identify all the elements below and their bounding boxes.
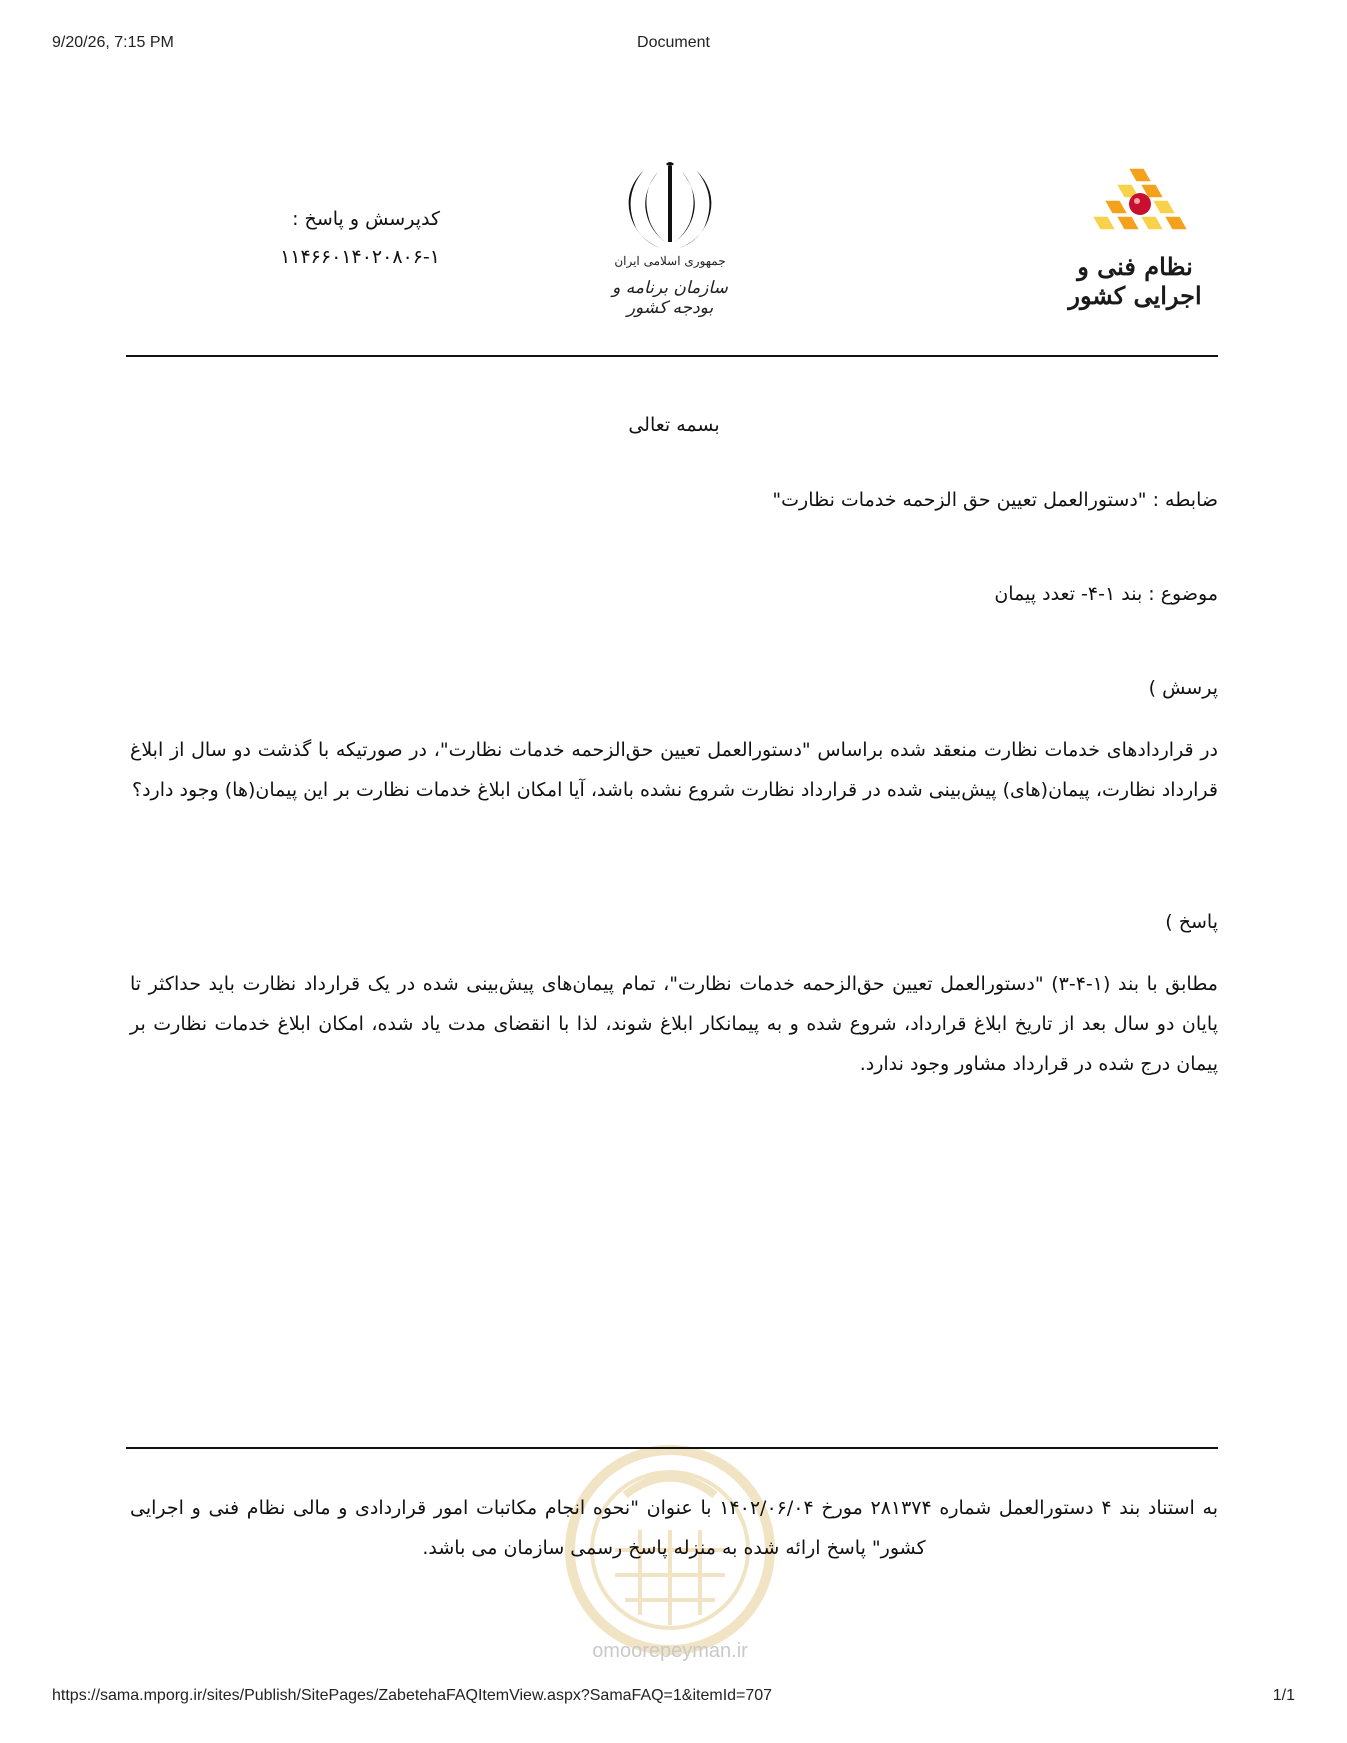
header-divider [126,355,1218,357]
subject-line: موضوع : بند ۱-۴- تعدد پیمان [994,583,1218,605]
emblem-caption-republic: جمهوری اسلامی ایران [614,254,726,268]
qa-code-value: ۱۱۴۶۶۰۱۴۰۲۰۸۰۶-۱ [280,246,440,268]
footer-divider [126,1447,1218,1449]
print-page-number: 1/1 [1272,1687,1295,1704]
print-header [52,34,1295,56]
question-heading: پرسش ) [1148,677,1218,699]
answer-text: مطابق با بند (۱-۴-۳) "دستورالعمل تعیین حق‌الزحمه خدمات نظارت"، تمام پیمان‌های پیش‌بینی شده در یک قرارداد نظارت باید حداکثر تا پایان دو سال بعد از تاریخ ابلاغ قرارداد، شروع شده و به پیمانکار ابلاغ شوند، لذا با انقضای مدت یاد شده، امکان ابلاغ خدمات نظارت بر پیمان درج شده در قرارداد مشاور وجود ندارد. [130,973,1218,1075]
technical-system-logo-text: نظام فنی و اجرایی کشور [1068,252,1202,310]
print-page-url: https://sama.mporg.ir/sites/Publish/SitePages/ZabetehaFAQItemView.aspx?SamaFAQ=1&itemId=707 [52,1687,773,1704]
iran-emblem-icon [620,162,720,254]
watermark-url: omoorepeyman.ir [592,1640,748,1662]
footer-note: به استناد بند ۴ دستورالعمل شماره ۲۸۱۳۷۴ مورخ ۱۴۰۲/۰۶/۰۴ با عنوان "نحوه انجام مکاتبات امور قراردادی و مالی نظام فنی و اجرایی کشور" پاسخ ارائه شده به منزله پاسخ رسمی سازمان می باشد. [130,1497,1218,1559]
answer-heading: پاسخ ) [1165,911,1218,933]
qa-code-label: کدپرسش و پاسخ : [292,208,440,230]
regulation-line: ضابطه : "دستورالعمل تعیین حق الزحمه خدمات نظارت" [772,489,1218,511]
print-document-title: Document [637,34,710,51]
basmala: بسمه تعالی [628,414,720,436]
print-footer [52,1687,1295,1709]
emblem-caption-organization: سازمان برنامه و بودجه کشور [612,278,728,318]
question-text: در قراردادهای خدمات نظارت منعقد شده براساس "دستورالعمل تعیین حق‌الزحمه خدمات نظارت"، در صورتیکه با گذشت دو سال از ابلاغ قرارداد نظارت، پیمان(های) پیش‌بینی شده در قرارداد نظارت شروع نشده باشد، آیا امکان ابلاغ خدمات نظارت بر این پیمان(ها) وجود دارد؟ [130,739,1218,801]
print-datetime: 9/20/26, 7:15 PM [52,34,174,51]
